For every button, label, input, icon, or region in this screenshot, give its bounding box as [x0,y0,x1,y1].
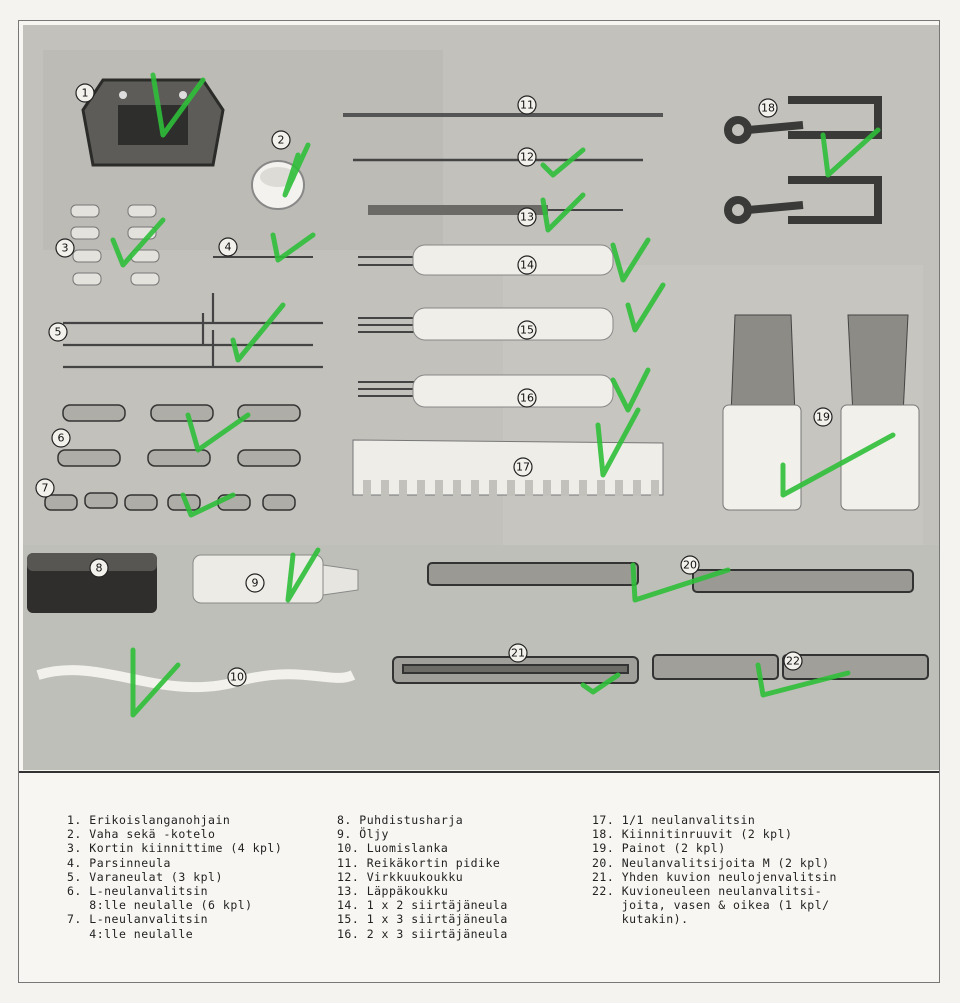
catalog-page [18,20,940,983]
item-number-label: 9 [251,576,259,590]
item-number-label: 4 [224,240,232,254]
item-number-label: 15 [520,323,534,337]
item-number-label: 18 [761,101,775,115]
item-number-label: 10 [230,670,244,684]
parts-legend [19,771,939,983]
item-number-label: 22 [786,654,800,668]
legend-item: 15. 1 x 3 siirtäjäneula [337,912,508,927]
item-number-label: 19 [816,410,830,424]
legend-item: 8. Puhdistusharja [337,813,464,827]
item-1-yarn-guide [83,80,223,165]
item-number-label: 17 [516,460,530,474]
legend-item: 12. Virkkuukoukku [337,869,464,884]
item-number-label: 8 [95,561,103,575]
item-number-label: 12 [520,150,534,164]
legend-item: 1. Erikoislanganohjain [67,813,231,827]
item-number-label: 14 [520,258,534,272]
item-number-label: 2 [277,133,285,147]
legend-item: 21. Yhden kuvion neulojenvalitsin [592,869,837,884]
legend-item: 16. 2 x 3 siirtäjäneula [337,926,508,941]
legend-item: 5. Varaneulat (3 kpl) [67,869,223,884]
item-number-label: 6 [57,431,65,445]
item-number-label: 11 [520,98,534,112]
legend-item: 18. Kiinnitinruuvit (2 kpl) [592,827,793,842]
legend-item: 4. Parsinneula [67,855,171,870]
legend-item: 2. Vaha sekä -kotelo [67,827,216,842]
legend-item: 13. Läppäkoukku [337,884,449,899]
item-number-label: 21 [511,646,525,660]
legend-item: 11. Reikäkortin pidike [337,855,501,870]
legend-item: 17. 1/1 neulanvalitsin [592,813,756,827]
legend-item: 22. Kuvioneuleen neulanvalitsi- [592,884,823,899]
item-number-label: 1 [81,86,89,100]
legend-item: joita, vasen & oikea (1 kpl/ [592,898,830,913]
legend-item: 8:lle neulalle (6 kpl) [67,898,253,913]
item-number-label: 5 [54,325,62,339]
item-number-label: 7 [41,481,49,495]
legend-column-2 [337,813,508,941]
legend-item: 9. Öljy [337,827,389,842]
accessories-photo-drawing [23,25,939,770]
legend-item: 19. Painot (2 kpl) [592,841,726,856]
legend-item: 6. L-neulanvalitsin [67,884,209,899]
accessories-photo [23,25,939,770]
legend-item: 14. 1 x 2 siirtäjäneula [337,898,508,913]
item-number-label: 13 [520,210,534,224]
legend-column-1 [67,813,282,941]
legend-item: 3. Kortin kiinnittime (4 kpl) [67,841,283,856]
legend-column-3 [592,813,837,927]
item-number-label: 20 [683,558,697,572]
item-number-label: 16 [520,391,534,405]
legend-item: 4:lle neulalle [67,926,194,941]
item-number-label: 3 [61,241,69,255]
legend-item: kutakin). [592,912,689,927]
legend-item: 20. Neulanvalitsijoita M (2 kpl) [592,855,830,870]
legend-item: 10. Luomislanka [337,841,449,856]
legend-item: 7. L-neulanvalitsin [67,912,209,927]
